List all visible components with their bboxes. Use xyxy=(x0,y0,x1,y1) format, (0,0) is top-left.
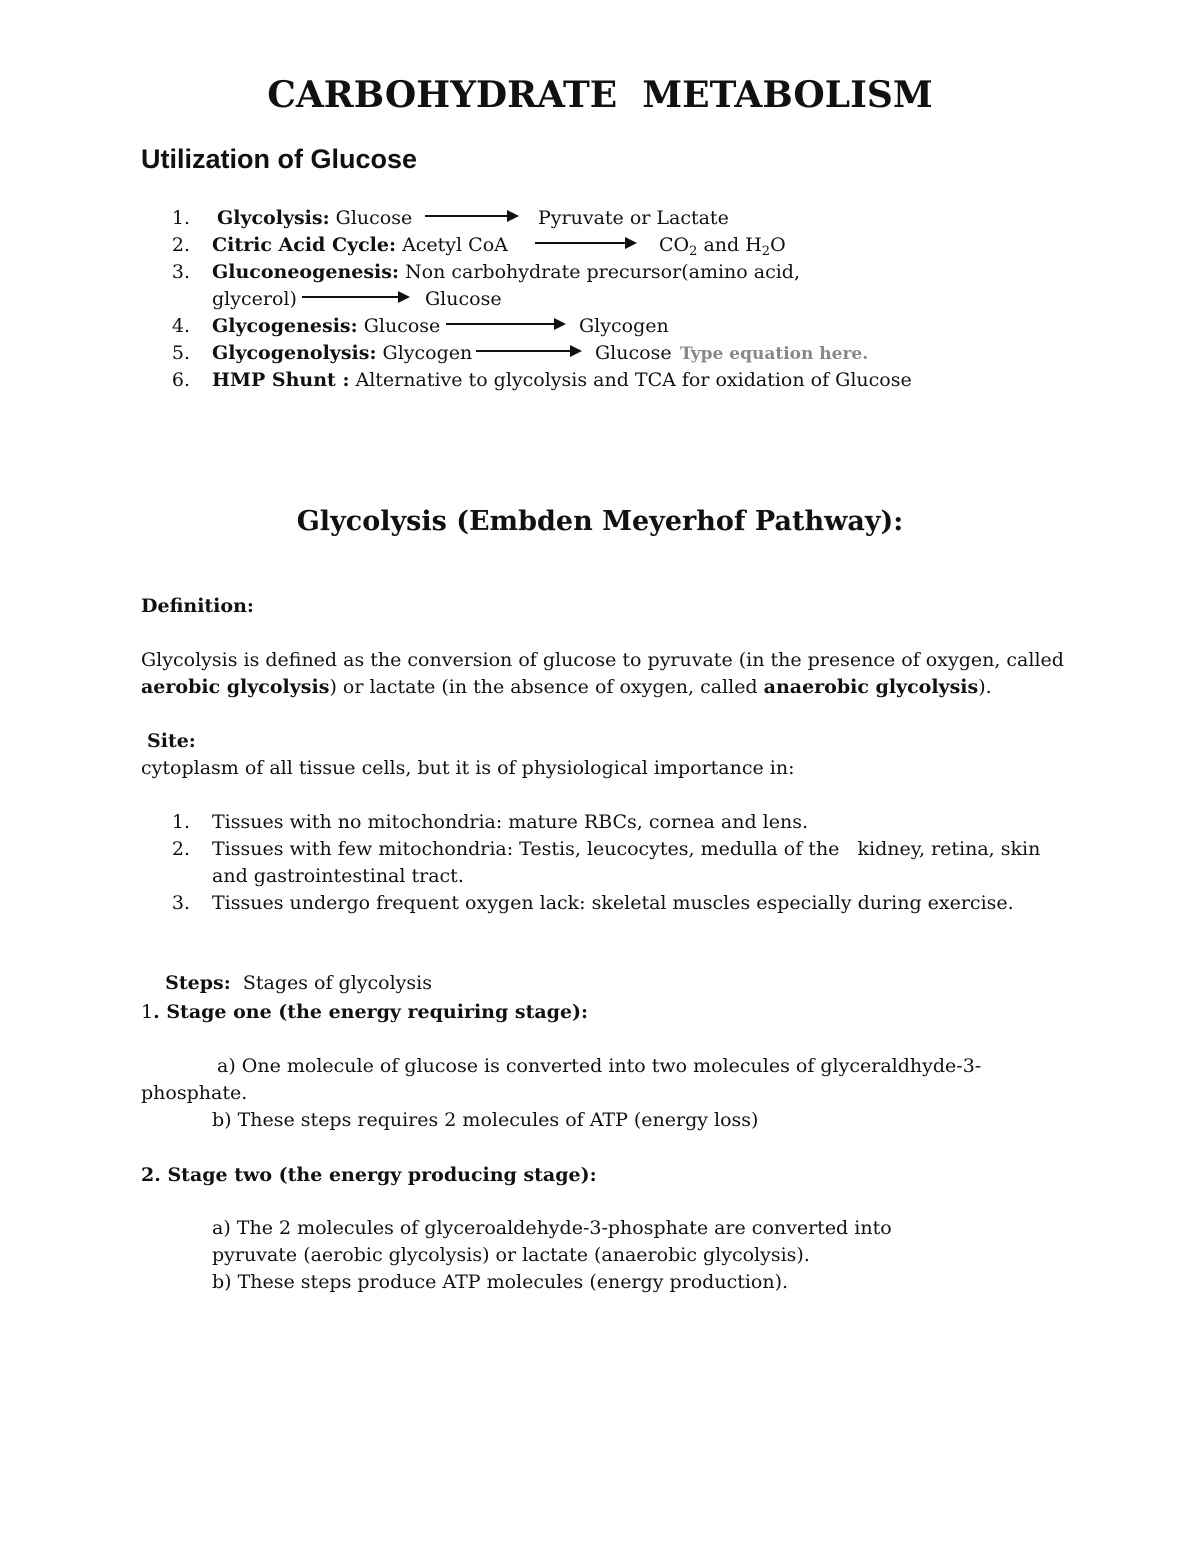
section-heading-glycolysis: Glycolysis (Embden Meyerhof Pathway): xyxy=(296,506,904,537)
definition-text: Glycolysis is defined as the conversion of glucose to pyruvate (in the presence of oxygen, called xyxy=(141,649,1064,671)
equation-placeholder[interactable]: Type equation here. xyxy=(680,344,869,364)
page-title: CARBOHYDRATE METABOLISM xyxy=(267,74,933,116)
arrow-icon xyxy=(302,296,408,298)
item-label: HMP Shunt : xyxy=(212,369,350,391)
arrow-icon xyxy=(425,215,517,217)
stage-one-b: b) These steps requires 2 molecules of ATP (energy loss) xyxy=(212,1109,759,1131)
stage-one-a-cont: phosphate. xyxy=(141,1082,248,1104)
stage-two-a: a) The 2 molecules of glyceroaldehyde-3-phosphate are converted into xyxy=(212,1217,892,1239)
arrow-icon xyxy=(446,323,564,325)
section-heading-utilization: Utilization of Glucose xyxy=(141,144,418,174)
stage-two-b: b) These steps produce ATP molecules (energy production). xyxy=(212,1271,789,1293)
definition-label: Definition: xyxy=(141,595,254,617)
item-label: Glycogenolysis: xyxy=(212,342,377,364)
item-label: Gluconeogenesis: xyxy=(212,261,399,283)
document-page: CARBOHYDRATE METABOLISM Utilization of Glucose 1. Glycolysis: Glucose Pyruvate or Lactate 2. Citric Acid Cycle: Acetyl CoA $CO_2$ and $H_2O$ 3. Gluconeogenesis: Non carbohydrate precursor(amino acid, glycerol) Glucose 4. Glycogenesis: Glucose Glycogen 5. Glycogenolysis: Glycogen Glucose Type equation here. 6. HMP Shunt : Alternative to glycolysis and TCA for oxidation of Glucose Glycolysis (Embden Meyerhof Pathway): Definition: Glycolysis is defined as the conversion of glucose to pyruvate (in the presence of oxygen, called aerobic glycolysis) or lactate (in the absence of oxygen, called anaerobic glycolysis). Site: cytoplasm of all tissue cells, but it is of physiological importance in: 1. Tissues with no mitochondria: mature RBCs, cornea and lens. 2. Tissues with few mitochondria: Testis, leucocytes, medulla of the kidney, retina, skin and gastrointestinal tract. 3. Tissues undergo frequent oxygen lack: skeletal muscles especially during exercise. Steps: Stages of glycolysis 1. Stage one (the energy requiring stage): a) One molecule of glucose is converted into two molecules of glyceraldhyde-3- phosphate. b) These steps requires 2 molecules of ATP (energy loss) 2. Stage two (the energy producing stage): a) The 2 molecules of glyceroaldehyde-3-phosphate are converted into pyruvate (aerobic glycolysis) or lactate (anaerobic glycolysis). b) These steps produce ATP molecules (energy production). xyxy=(0,0,1200,1553)
steps-line: Steps: Stages of glycolysis xyxy=(165,972,432,994)
item-label: Glycogenesis: xyxy=(212,315,358,337)
site-label: Site: xyxy=(147,730,196,752)
arrow-icon xyxy=(476,350,580,352)
stage-one-a: a) One molecule of glucose is converted into two molecules of glyceraldhyde-3- xyxy=(217,1055,982,1077)
stage-two-a-cont: pyruvate (aerobic glycolysis) or lactate (anaerobic glycolysis). xyxy=(212,1244,810,1266)
stage-two-heading: 2. Stage two (the energy producing stage): xyxy=(141,1164,597,1186)
site-text: cytoplasm of all tissue cells, but it is of physiological importance in: xyxy=(141,757,795,779)
item-label: Glycolysis: xyxy=(217,207,330,229)
list-item-continuation: glycerol) Glucose xyxy=(212,288,502,310)
item-label: Citric Acid Cycle: xyxy=(212,234,397,256)
arrow-icon xyxy=(535,242,635,244)
definition-text-line2: aerobic glycolysis) or lactate (in the absence of oxygen, called anaerobic glycolysis). xyxy=(141,676,992,698)
stage-one-heading: 1. Stage one (the energy requiring stage): xyxy=(141,1001,589,1023)
list-item-continuation: and gastrointestinal tract. xyxy=(212,865,464,887)
